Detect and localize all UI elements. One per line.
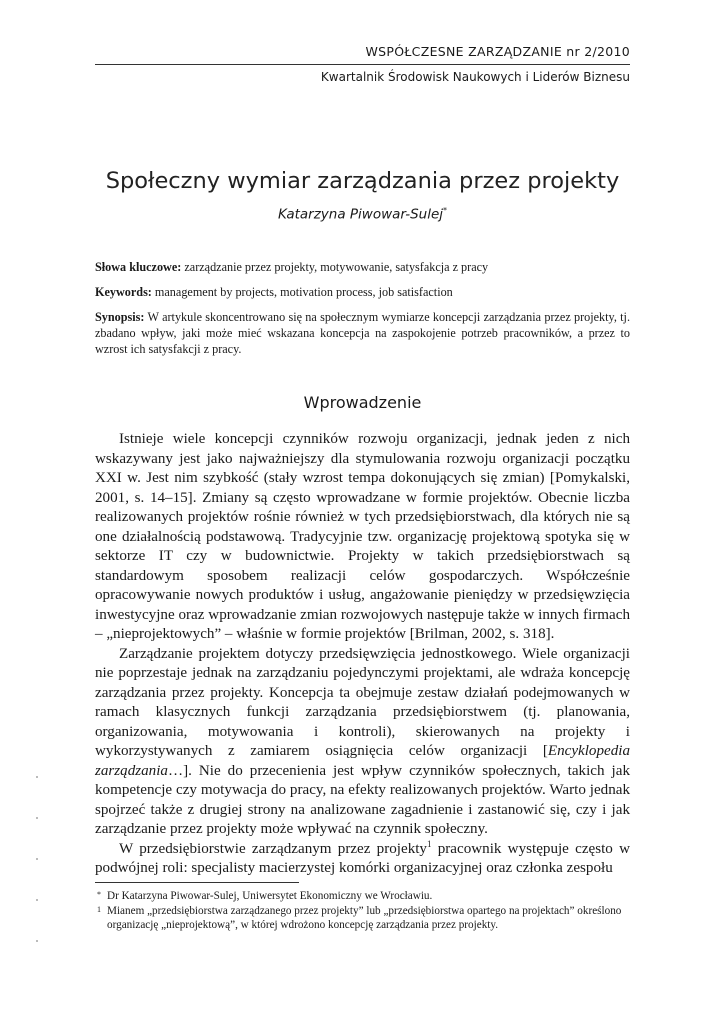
margin-mark <box>36 776 38 778</box>
synopsis <box>95 309 630 358</box>
keywords-polish-label: Słowa kluczowe: <box>95 260 182 274</box>
keywords-english-text: management by projects, motivation process, job satisfaction <box>151 285 453 299</box>
footnote-author <box>97 889 630 904</box>
paragraph-3-part-a: W przedsiębiorstwie zarządzanym przez projekty <box>119 840 427 857</box>
keywords-english <box>95 284 630 300</box>
paragraph-2-part-a: Zarządzanie projektem dotyczy przedsięwzięcia jednostkowego. Wiele organizacji nie poprzestaje jednak na zarządzaniu pojedynczymi projektami, ale wdraża koncepcję zarządzania przez projekty. Koncepcja ta obejmuje zestaw działań podejmowanych w ramach klasycznych funkcji zarządzania przedsiębiorstwem (tj. planowania, organizowania, motywowania i kontroli), skierowanych na projekty i wykorzystywanych z zamiarem osiągnięcia celów organizacji [ <box>95 645 630 759</box>
margin-mark <box>36 817 38 819</box>
footnote-mark: 1 <box>97 904 101 914</box>
section-heading: Wprowadzenie <box>303 393 422 412</box>
article-title: Społeczny wymiar zarządzania przez projekty <box>105 168 620 194</box>
header-rule <box>95 64 630 65</box>
article-author <box>95 206 630 223</box>
footnote-ref-1[interactable]: 1 <box>426 838 432 849</box>
paragraph-2 <box>95 645 630 840</box>
paragraph-2-part-b: …]. Nie do przecenienia jest wpływ czynników społecznych, takich jak kompetencje czy motywacja do pracy, na efekty realizowanych projektów. Warto jednak spojrzeć także z drugiej strony na analizowane zagadnienie i zastanowić się, czy i jak zarządzanie przez projekty może wpływać na czynnik społeczny. <box>95 762 630 837</box>
margin-mark <box>36 858 38 860</box>
footnote-mark: * <box>97 890 101 899</box>
author-footnote-mark: * <box>443 206 448 215</box>
article-body <box>95 430 630 879</box>
journal-subtitle: Kwartalnik Środowisk Naukowych i Liderów Biznesu <box>320 70 630 84</box>
keywords-polish-text: zarządzanie przez projekty, motywowanie, satysfakcja z pracy <box>181 260 489 274</box>
footnote-text: Mianem „przedsiębiorstwa zarządzanego przez projekty” lub „przedsiębiorstwa opartego na projektach” określono organizację „nieprojektową”, w której wdrożono koncepcję zarządzania przez projekty. <box>107 904 622 931</box>
synopsis-label: Synopsis: <box>95 310 145 324</box>
citation-italic: Encyklopedia zarządzania <box>95 743 630 779</box>
margin-mark <box>36 940 38 942</box>
journal-name: WSPÓŁCZESNE ZARZĄDZANIE nr 2/2010 <box>365 44 630 59</box>
footnotes <box>97 889 630 933</box>
footnote-text: Dr Katarzyna Piwowar-Sulej, Uniwersytet Ekonomiczny we Wrocławiu. <box>107 890 433 902</box>
author-name: Katarzyna Piwowar-Sulej <box>277 206 444 223</box>
keywords-english-label: Keywords: <box>95 285 152 299</box>
keywords-polish <box>95 259 630 275</box>
footnote-1 <box>97 904 630 933</box>
paragraph-1: Istnieje wiele koncepcji czynników rozwoju organizacji, jednak jeden z nich wskazywany jest jako najważniejszy dla stymulowania rozwoju organizacji początku XXI w. Jest nim szybkość (stały wzrost tempa dokonujących się zmian) [Pomykalski, 2001, s. 14–15]. Zmiany są często wprowadzane w formie projektów. Obecnie liczba realizowanych projektów rośnie również w tych przedsiębiorstwach, dla których nie są one działalnością podstawową. Tradycyjnie tzw. organizację projektową spotyka się w sektorze IT czy w budownictwie. Projekty w takich przedsiębiorstwach są standardowym sposobem realizacji celów gospodarczych. Współcześnie opracowywanie nowych produktów i usług, angażowanie pieniędzy w przedsięwzięcia inwestycyjne oraz wprowadzanie zmian rozwojowych następuje także w innych firmach – „nieprojektowych” – właśnie w formie projektów [Brilman, 2002, s. 318]. <box>95 431 630 642</box>
footnote-rule <box>95 882 299 883</box>
paragraph-3-part-b: pracownik występuje często w podwójnej roli: specjalisty macierzystej komórki organizacyjnej oraz członka zespołu <box>95 840 630 876</box>
paragraph-3 <box>95 840 630 879</box>
margin-mark <box>36 899 38 901</box>
synopsis-text: W artykule skoncentrowano się na społecznym wymiarze koncepcji zarządzania przez projekty, tj. zbadano wpływ, jaki może mieć wskazana koncepcja na zaspokojenie potrzeb pracowników, a przez to wzrost ich satysfakcji z pracy. <box>95 310 630 357</box>
page-header <box>95 44 630 85</box>
